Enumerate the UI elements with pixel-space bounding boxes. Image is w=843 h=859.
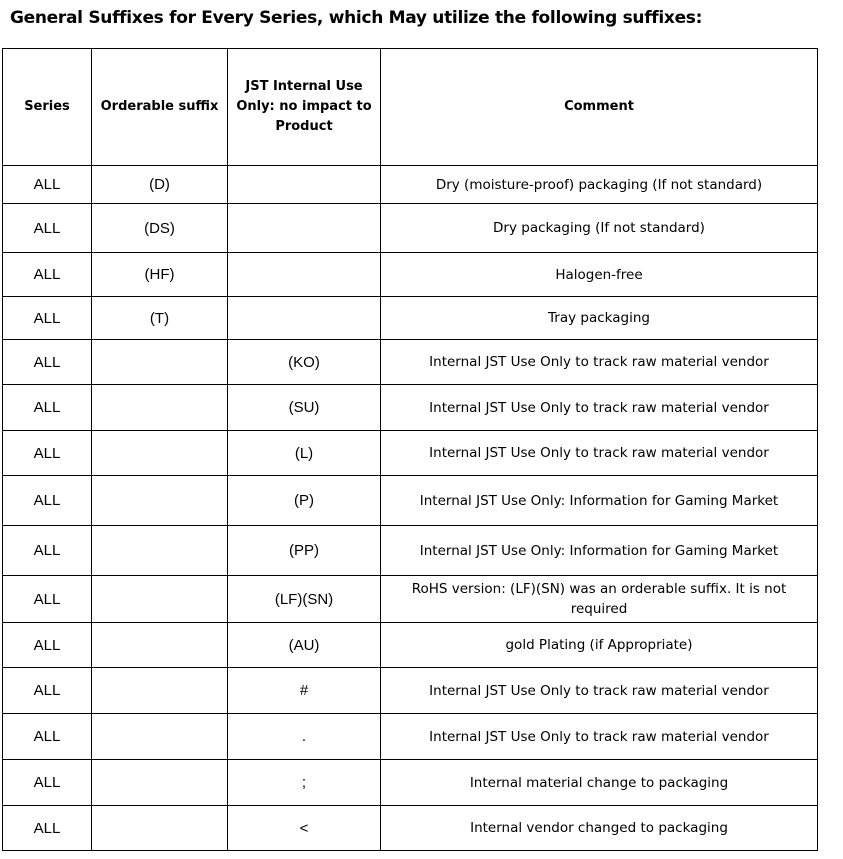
table-row xyxy=(3,166,818,204)
comment-cell: RoHS version: (LF)(SN) was an orderable suffix. It is not required xyxy=(381,576,818,623)
table-row xyxy=(3,431,818,476)
internal-use-cell: . xyxy=(228,714,381,760)
header-jst-internal-use: JST Internal Use Only: no impact to Product xyxy=(228,49,381,166)
internal-use-cell: (PP) xyxy=(228,526,381,576)
orderable-suffix-cell xyxy=(92,385,228,431)
internal-use-cell: # xyxy=(228,668,381,714)
series-cell: ALL xyxy=(3,476,92,526)
series-cell: ALL xyxy=(3,204,92,253)
series-cell: ALL xyxy=(3,668,92,714)
suffix-table xyxy=(2,48,818,851)
orderable-suffix-cell xyxy=(92,806,228,851)
comment-cell: Internal JST Use Only: Information for Gaming Market xyxy=(381,526,818,576)
orderable-suffix-cell xyxy=(92,576,228,623)
series-cell: ALL xyxy=(3,526,92,576)
series-cell: ALL xyxy=(3,340,92,385)
series-cell: ALL xyxy=(3,385,92,431)
comment-cell: Internal vendor changed to packaging xyxy=(381,806,818,851)
table-row xyxy=(3,806,818,851)
series-cell: ALL xyxy=(3,431,92,476)
internal-use-cell xyxy=(228,204,381,253)
page-title: General Suffixes for Every Series, which May utilize the following suffixes: xyxy=(10,8,703,28)
internal-use-cell xyxy=(228,297,381,340)
table-row xyxy=(3,714,818,760)
internal-use-cell: (KO) xyxy=(228,340,381,385)
header-series: Series xyxy=(3,49,92,166)
table-row xyxy=(3,204,818,253)
comment-cell: Halogen-free xyxy=(381,253,818,297)
table-header-row xyxy=(3,49,818,166)
orderable-suffix-cell: (D) xyxy=(92,166,228,204)
internal-use-cell: (L) xyxy=(228,431,381,476)
orderable-suffix-cell xyxy=(92,668,228,714)
series-cell: ALL xyxy=(3,297,92,340)
series-cell: ALL xyxy=(3,714,92,760)
orderable-suffix-cell: (T) xyxy=(92,297,228,340)
table-body xyxy=(3,166,818,851)
comment-cell: Internal JST Use Only to track raw material vendor xyxy=(381,431,818,476)
series-cell: ALL xyxy=(3,166,92,204)
internal-use-cell: < xyxy=(228,806,381,851)
comment-cell: Dry (moisture-proof) packaging (If not standard) xyxy=(381,166,818,204)
series-cell: ALL xyxy=(3,576,92,623)
orderable-suffix-cell xyxy=(92,340,228,385)
comment-cell: Internal JST Use Only to track raw material vendor xyxy=(381,385,818,431)
table-row xyxy=(3,340,818,385)
series-cell: ALL xyxy=(3,623,92,668)
internal-use-cell: (P) xyxy=(228,476,381,526)
table-row xyxy=(3,385,818,431)
table-row xyxy=(3,253,818,297)
series-cell: ALL xyxy=(3,253,92,297)
orderable-suffix-cell: (HF) xyxy=(92,253,228,297)
orderable-suffix-cell: (DS) xyxy=(92,204,228,253)
internal-use-cell: (LF)(SN) xyxy=(228,576,381,623)
comment-cell: Internal JST Use Only to track raw material vendor xyxy=(381,714,818,760)
comment-cell: Dry packaging (If not standard) xyxy=(381,204,818,253)
comment-cell: Internal JST Use Only to track raw material vendor xyxy=(381,340,818,385)
header-orderable-suffix: Orderable suffix xyxy=(92,49,228,166)
table-row xyxy=(3,760,818,806)
internal-use-cell: (SU) xyxy=(228,385,381,431)
internal-use-cell: (AU) xyxy=(228,623,381,668)
orderable-suffix-cell xyxy=(92,476,228,526)
orderable-suffix-cell xyxy=(92,714,228,760)
table-row xyxy=(3,623,818,668)
table-row xyxy=(3,526,818,576)
header-comment: Comment xyxy=(381,49,818,166)
comment-cell: Tray packaging xyxy=(381,297,818,340)
series-cell: ALL xyxy=(3,806,92,851)
table-row xyxy=(3,297,818,340)
table-row xyxy=(3,476,818,526)
internal-use-cell xyxy=(228,253,381,297)
comment-cell: Internal material change to packaging xyxy=(381,760,818,806)
comment-cell: Internal JST Use Only to track raw material vendor xyxy=(381,668,818,714)
orderable-suffix-cell xyxy=(92,623,228,668)
internal-use-cell xyxy=(228,166,381,204)
table-row xyxy=(3,576,818,623)
table-row xyxy=(3,668,818,714)
comment-cell: gold Plating (if Appropriate) xyxy=(381,623,818,668)
orderable-suffix-cell xyxy=(92,760,228,806)
internal-use-cell: ; xyxy=(228,760,381,806)
orderable-suffix-cell xyxy=(92,431,228,476)
comment-cell: Internal JST Use Only: Information for Gaming Market xyxy=(381,476,818,526)
series-cell: ALL xyxy=(3,760,92,806)
orderable-suffix-cell xyxy=(92,526,228,576)
